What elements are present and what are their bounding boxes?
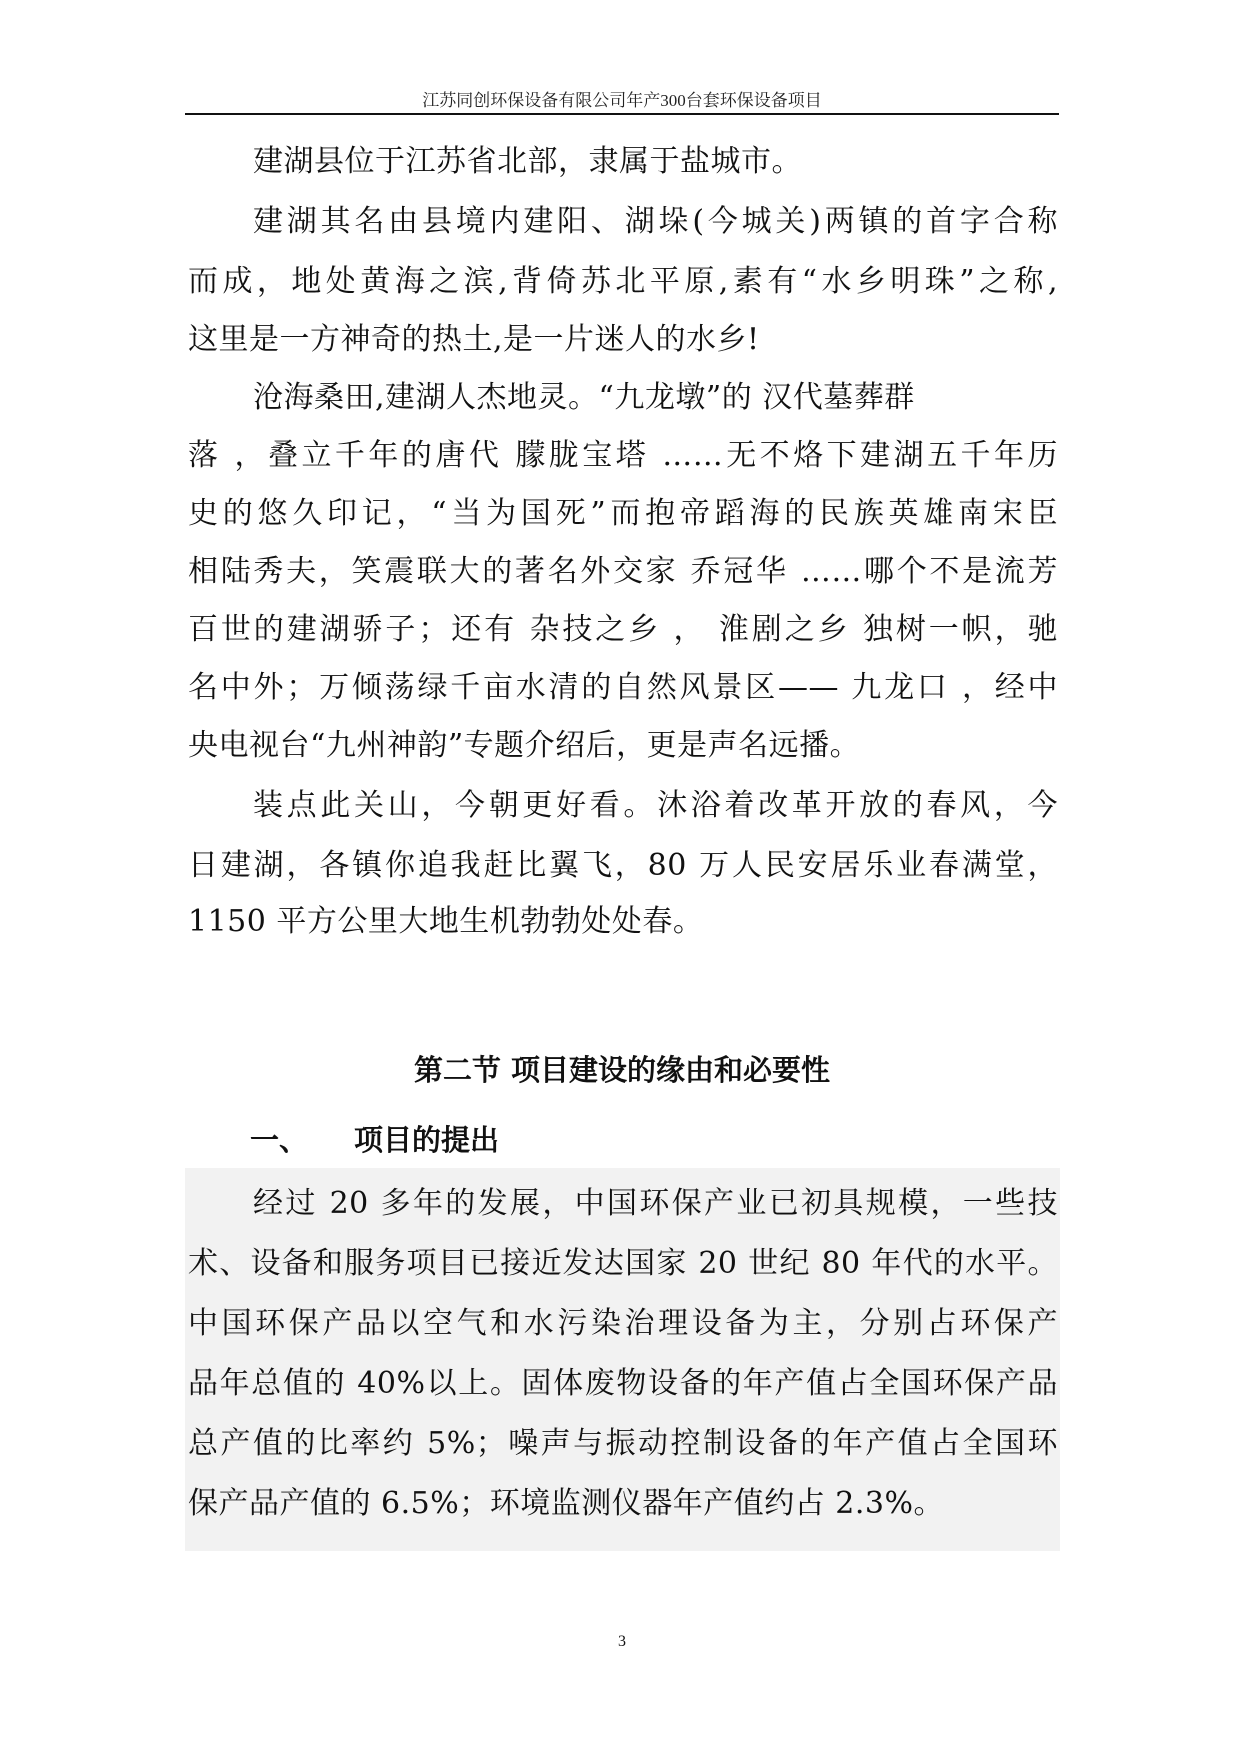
paragraph-line: 建湖县位于江苏省北部，隶属于盐城市。	[253, 144, 802, 179]
subsection-number: 一、	[250, 1123, 309, 1157]
paragraph-line: 落 ，叠立千年的唐代 朦胧宝塔 ……无不烙下建湖五千年历	[188, 438, 1058, 473]
paragraph-line: 1150 平方公里大地生机勃勃处处春。	[188, 904, 704, 939]
paragraph-line: 史的悠久印记，“当为国死”而抱帝蹈海的民族英雄南宋臣	[188, 496, 1058, 531]
highlighted-paragraph-line: 术、设备和服务项目已接近发达国家 20 世纪 80 年代的水平。	[188, 1246, 1058, 1281]
paragraph-line: 央电视台“九州神韵”专题介绍后，更是声名远播。	[188, 728, 861, 763]
subsection-title: 项目的提出	[354, 1123, 500, 1157]
paragraph-line: 而成，地处黄海之滨,背倚苏北平原,素有“水乡明珠”之称,	[188, 264, 1058, 299]
paragraph-line: 日建湖，各镇你追我赶比翼飞，80 万人民安居乐业春满堂，	[188, 848, 1058, 883]
highlighted-paragraph-line: 品年总值的 40%以上。固体废物设备的年产值占全国环保产品	[188, 1366, 1058, 1401]
highlighted-paragraph-line: 总产值的比率约 5%；噪声与振动控制设备的年产值占全国环	[188, 1426, 1058, 1461]
highlighted-paragraph-line: 保产品产值的 6.5%；环境监测仪器年产值约占 2.3%。	[188, 1486, 945, 1521]
page-number: 3	[618, 1633, 626, 1650]
paragraph-line: 装点此关山，今朝更好看。沐浴着改革开放的春风，今	[253, 788, 1058, 823]
highlighted-paragraph-line: 中国环保产品以空气和水污染治理设备为主，分别占环保产	[188, 1306, 1058, 1341]
section-heading: 第二节 项目建设的缘由和必要性	[413, 1053, 831, 1087]
highlighted-paragraph-line: 经过 20 多年的发展，中国环保产业已初具规模，一些技	[253, 1186, 1058, 1221]
paragraph-line: 建湖其名由县境内建阳、湖垛(今城关)两镇的首字合称	[253, 204, 1058, 239]
paragraph-line: 名中外；万倾荡绿千亩水清的自然风景区—— 九龙口 ，经中	[188, 670, 1058, 705]
subsection-heading	[250, 1120, 499, 1160]
paragraph-line: 相陆秀夫，笑震联大的著名外交家 乔冠华 ……哪个不是流芳	[188, 554, 1058, 589]
paragraph-line: 百世的建湖骄子；还有 杂技之乡 ， 淮剧之乡 独树一帜，驰	[188, 612, 1058, 647]
page-header: 江苏同创环保设备有限公司年产300台套环保设备项目	[422, 91, 822, 110]
paragraph-line: 这里是一方神奇的热土,是一片迷人的水乡!	[188, 322, 760, 357]
paragraph-line: 沧海桑田,建湖人杰地灵。“九龙墩”的 汉代墓葬群	[253, 380, 915, 415]
header-divider	[185, 113, 1059, 115]
